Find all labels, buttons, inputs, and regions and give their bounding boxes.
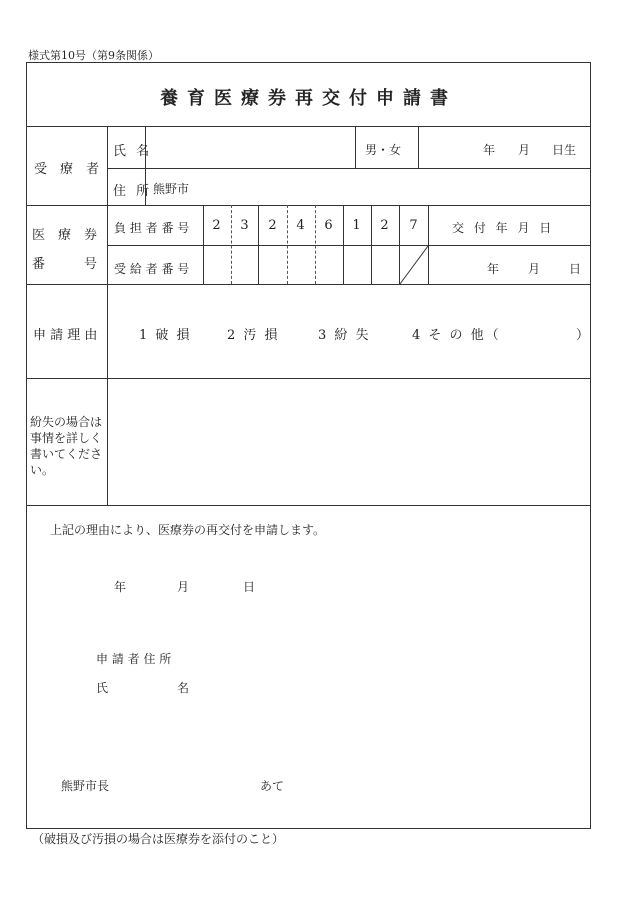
col-gender-right xyxy=(418,126,419,168)
payer-digit[interactable]: 2 xyxy=(212,218,221,233)
payer-digit[interactable]: 1 xyxy=(352,218,361,233)
payer-number-label: 負 担 者 番 号 xyxy=(114,221,190,235)
reason-option-lost[interactable]: 3 紛 失 xyxy=(318,328,371,343)
issue-year-label: 年 xyxy=(487,262,500,276)
date-day-label: 日 xyxy=(243,580,256,594)
col-left-divider xyxy=(107,126,108,505)
col-label-divider-2 xyxy=(203,205,204,284)
frame-top xyxy=(26,62,591,63)
slash-mark xyxy=(399,245,429,285)
payer-digit[interactable]: 6 xyxy=(324,218,333,233)
rule-2 xyxy=(107,168,591,169)
applicant-name-label-2: 名 xyxy=(177,681,190,695)
addressee-label: 熊野市長 xyxy=(61,779,110,793)
applicant-address-label: 申 請 者 住 所 xyxy=(96,652,172,666)
page-title: 養育医療券再交付申請書 xyxy=(160,88,457,109)
footnote: （破損及び汚損の場合は医療券を添付のこと） xyxy=(32,832,285,846)
date-month-label: 月 xyxy=(177,580,190,594)
ticket-label-top: 医 療 券 xyxy=(32,228,98,243)
rule-1 xyxy=(26,126,591,127)
ticket-label-bottom: 番 号 xyxy=(32,257,98,272)
payer-digit[interactable]: 2 xyxy=(268,218,277,233)
issue-date-label: 交 付 年 月 日 xyxy=(452,221,555,235)
loss-note-line: 事情を詳しく xyxy=(30,431,103,445)
date-year-label: 年 xyxy=(114,580,127,594)
recipient-number-label: 受 給 者 番 号 xyxy=(114,262,190,276)
name-label: 氏 名 xyxy=(113,144,153,159)
rule-7 xyxy=(26,505,591,506)
loss-note-line: 紛失の場合は xyxy=(30,415,103,429)
applicant-name-label-1: 氏 xyxy=(96,681,109,695)
digit-sep-solid-3 xyxy=(371,205,372,284)
payer-digit[interactable]: 7 xyxy=(409,218,418,233)
payer-digit[interactable]: 3 xyxy=(240,218,249,233)
rule-3 xyxy=(26,205,591,206)
birth-day-label: 日生 xyxy=(552,143,577,157)
digit-sep-solid-1 xyxy=(258,205,259,284)
gender-field[interactable]: 男・女 xyxy=(365,143,402,157)
loss-note-line: い。 xyxy=(30,463,55,477)
rule-6 xyxy=(26,378,591,379)
col-gender-left xyxy=(355,126,356,168)
birth-month-label: 月 xyxy=(518,143,531,157)
rule-4 xyxy=(107,245,591,246)
frame-left xyxy=(26,62,27,829)
reason-option-damaged[interactable]: 1 破 損 xyxy=(139,328,192,343)
address-value[interactable]: 熊野市 xyxy=(153,182,190,196)
issue-month-label: 月 xyxy=(528,262,541,276)
addressee-suffix: あて xyxy=(260,779,285,793)
statement-text: 上記の理由により、医療券の再交付を申請します。 xyxy=(50,523,326,537)
frame-bottom xyxy=(26,828,591,829)
loss-note-line: 書いてくださ xyxy=(30,447,103,461)
reason-label: 申 請 理 由 xyxy=(33,328,98,343)
reason-option-soiled[interactable]: 2 汚 損 xyxy=(227,328,280,343)
frame-right xyxy=(590,62,591,829)
payer-digit[interactable]: 4 xyxy=(296,218,305,233)
reason-option-other[interactable]: 4 そ の 他（ xyxy=(412,328,501,343)
payer-digit[interactable]: 2 xyxy=(380,218,389,233)
issue-day-label: 日 xyxy=(569,262,582,276)
address-label: 住 所 xyxy=(113,184,153,199)
recipient-section-label: 受 療 者 xyxy=(34,162,100,177)
form-number: 様式第10号（第9条関係） xyxy=(28,49,159,62)
digit-sep-dash-3 xyxy=(315,205,316,284)
birth-year-label: 年 xyxy=(483,143,496,157)
digit-sep-dash-2 xyxy=(287,205,288,284)
digit-sep-solid-2 xyxy=(343,205,344,284)
rule-5 xyxy=(26,284,591,285)
reason-other-close: ） xyxy=(576,328,590,343)
digit-sep-dash-1 xyxy=(231,205,232,284)
